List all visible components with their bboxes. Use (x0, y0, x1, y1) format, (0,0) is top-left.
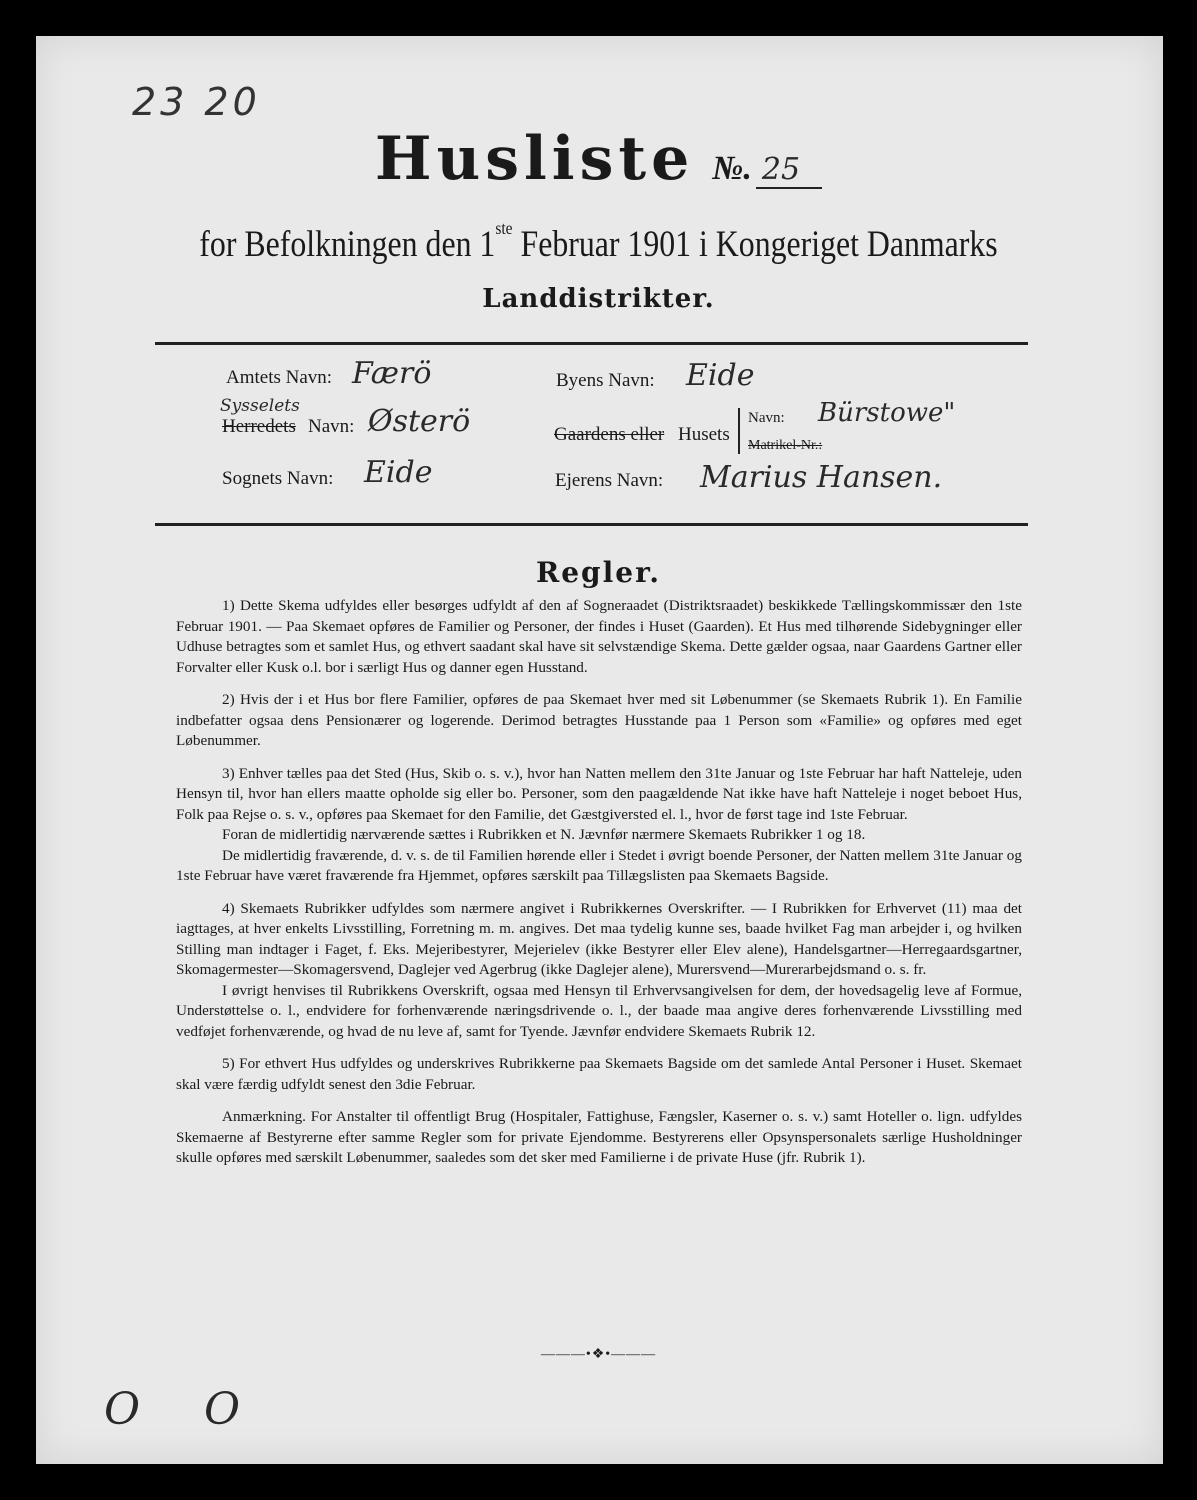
by-label: Byens Navn: (556, 370, 655, 391)
form-subtitle (84, 218, 1113, 266)
herred-label-struck: Herredets (222, 416, 296, 437)
rule-paragraph: Anmærkning. For Anstalter til offentligt Brug (Hospitaler, Fattighuse, Fængsler, Kaserner o. s. v.) samt Hoteller o. lign. udfyldes Skemaerne af Bestyrerne efter samme Regler som for private Ejendomme. Bestyrerens eller Opsynspersonalets særlige Husholdninger skulle opføres med særskilt Løbenummer, saaledes som det sker med Familierne i de private Huse (jfr. Rubrik 1). (176, 1108, 1022, 1166)
divider-top (155, 342, 1028, 345)
district-type: Landdistrikter. (482, 284, 715, 314)
amt-label: Amtets Navn: (226, 367, 333, 388)
rule-paragraph: 4) Skemaets Rubrikker udfyldes som nærmere angivet i Rubrikkernes Overskrifter. — I Rubrikken for Erhvervet (11) maa det iagttages, at hver enkelts Livsstilling, Forretning m. m. angives. Det maa tydelig kunne ses, baade hvilket Fag man arbejder i, og hvilken Stilling man indtager i Faget, f. Eks. Mejeribestyrer, Mejerielev (ikke Bestyrer eller Elev alene), Handelsgartner—Herregaardsgartner, Skomagermester—Skomagersvend, Daglejer ved Agerbrug (ikke Daglejer alene), Murersvend—Murerarbejdsmand o. s. fr. (176, 899, 1022, 978)
gaard-label-struck: Gaardens eller (554, 424, 665, 445)
bottom-mark-left: O (104, 1384, 141, 1435)
navn-label: Navn: (748, 410, 785, 426)
bracket-line (738, 408, 740, 454)
ornament-divider: ———•❖•——— (540, 1347, 657, 1362)
rule-paragraph: Foran de midlertidig nærværende sættes i Rubrikken et N. Jævnfør nærmere Skemaets Rubrikker 1 og 18. (222, 826, 866, 843)
bottom-mark-right: O (204, 1384, 241, 1435)
divider-bottom (155, 523, 1028, 526)
huset-label: Husets (678, 424, 730, 445)
rule-paragraph: 3) Enhver tælles paa det Sted (Hus, Skib o. s. v.), hvor han Natten mellem den 31te Januar og 1ste Februar har haft Natteleje, uden Hensyn til, hvor han ellers maatte opholde sig eller bo. Personer, som den paagældende Nat ikke have haft Natteleje i noget beboet Hus, Folk paa Rejse o. s. v., opføres paa Skemaet for den Familie, det Gæstgiversted el. l., hvor de først tage ind 1ste Februar. (176, 764, 1022, 823)
rule-paragraph: 5) For ethvert Hus udfyldes og underskrives Rubrikkerne paa Skemaets Bagside om det samlede Antal Personer i Huset. Skemaet skal være færdig udfyldt senest den 3die Februar. (176, 1055, 1022, 1093)
herred-value: Østerö (368, 404, 471, 439)
rule-paragraph: I øvrigt henvises til Rubrikkens Overskrift, ogsaa med Hensyn til Erhvervsangivelsen for dem, der hovedsagelig leve af Formue, Understøttelse o. l., endvidere for forhenværende næringsdrivende o. l., der baade maa angive deres forhenværende Livsstilling med vedføjet forhenværende, og hvad de nu leve af, samt for Tyende. Jævnfør endvidere Skemaets Rubrik 12. (176, 981, 1022, 1040)
ejer-label: Ejerens Navn: (555, 470, 664, 491)
house-list-number: 25 (756, 152, 822, 189)
rule-paragraph: 2) Hvis der i et Hus bor flere Familier, opføres de paa Skemaet hver med sit Løbenummer (se Skemaets Rubrik 1). En Familie indbefatter ogsaa dens Pensionærer og logerende. Derimod betragtes Husstande paa 1 Person som «Familie» og opføres med eget Løbenummer. (176, 691, 1022, 749)
rule-paragraph: 1) Dette Skema udfyldes eller besørges udfyldt af den af Sogneraadet (Distriktsraadet) beskikkede Tællingskommissær den 1ste Februar 1901. — Paa Skemaet opføres de Familier og Personer, der findes i Huset (Gaarden). Et Hus med tilhørende Sidebygninger eller Udhuse betragtes som et samlet Hus, og ethvert saadant skal have sit selvstændige Skema. Dette gælder ogsaa, naar Gaardens Gartner eller Forvalter eller Kusk o.l. bor i særligt Hus og danner egen Husstand. (176, 597, 1022, 676)
page-number-handwritten: 23 20 (132, 80, 261, 124)
numero-label: №. (712, 150, 752, 187)
title-main: Husliste (374, 124, 695, 194)
subtitle-part2: Februar 1901 i Kongeriget Danmarks (512, 224, 998, 265)
subtitle-part1: for Befolkningen den 1 (199, 224, 496, 265)
subtitle-sup: ste (495, 218, 513, 238)
rules-heading: Regler. (535, 556, 662, 589)
ejer-value: Marius Hansen. (700, 460, 943, 495)
amt-value: Færö (352, 356, 432, 391)
house-name-value: Bürstowe" (818, 398, 956, 428)
herred-label: Navn: (308, 416, 355, 437)
rule-paragraph: De midlertidig fraværende, d. v. s. de til Familien hørende eller i Stedet i øvrigt boende Personer, der Natten mellem 31te Januar og 1ste Februar have været fraværende fra Hjemmet, opføres særskilt paa Tillægslisten paa Skemaets Bagside. (176, 846, 1022, 884)
sogn-value: Eide (364, 455, 433, 490)
sogn-label: Sognets Navn: (222, 468, 334, 489)
matrikel-label-struck: Matrikel-Nr.: (748, 438, 823, 453)
rules-text (176, 596, 1022, 1181)
herred-label-handwritten: Sysselets (220, 396, 300, 416)
form-title (0, 124, 1197, 194)
by-value: Eide (686, 358, 755, 393)
